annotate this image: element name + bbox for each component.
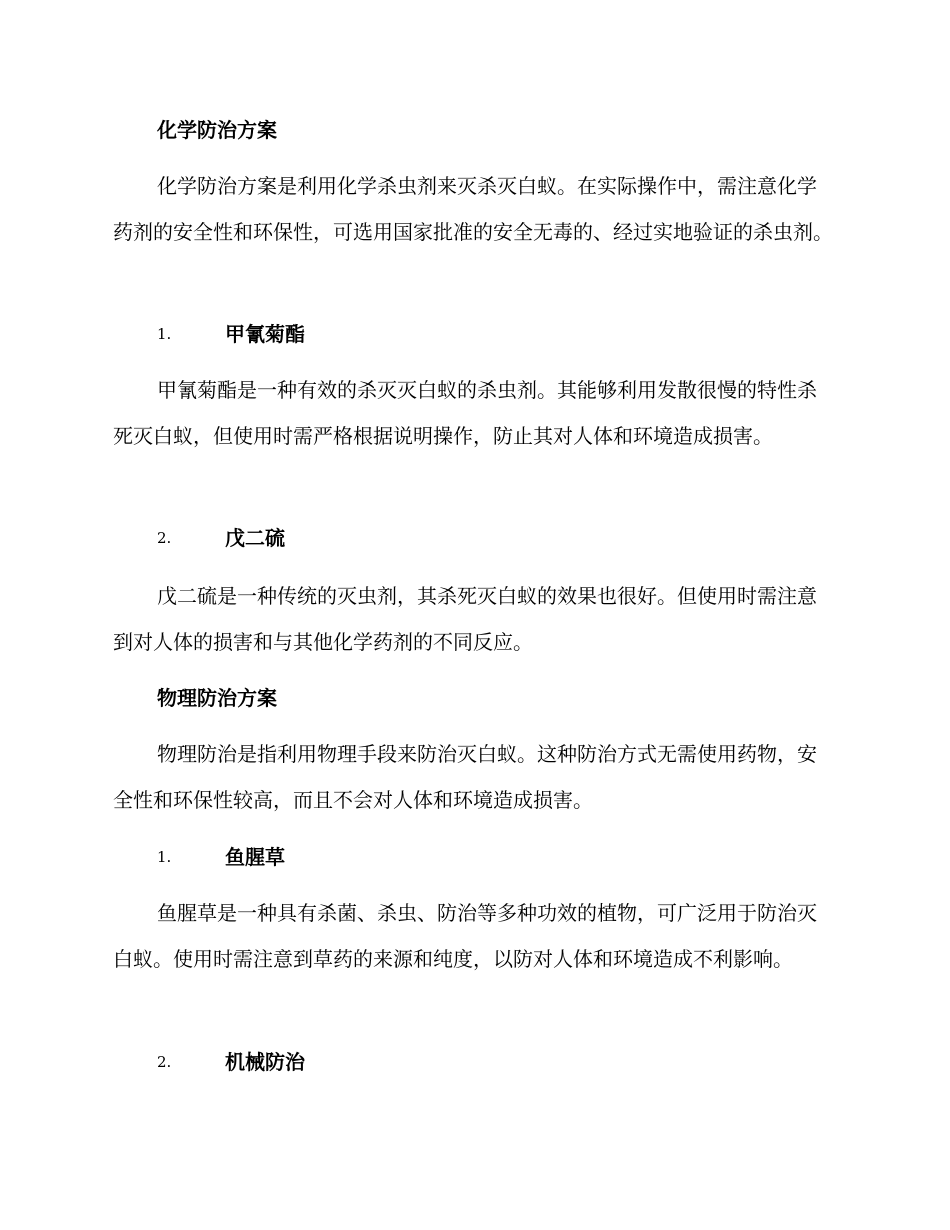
item-paragraph: 戊二硫是一种传统的灭虫剂，其杀死灭白蚁的效果也很好。但使用时需注意到对人体的损害和与其他化学药剂的不同反应。 bbox=[113, 584, 817, 654]
section-intro-paragraph: 物理防治是指利用物理手段来防治灭白蚁。这种防治方式无需使用药物，安全性和环保性较高，而且不会对人体和环境造成损害。 bbox=[113, 742, 817, 812]
item-title: 甲氰菊酯 bbox=[225, 322, 305, 346]
item-title: 机械防治 bbox=[225, 1050, 305, 1074]
item-title: 鱼腥草 bbox=[225, 845, 285, 869]
item-number: 2. bbox=[157, 529, 172, 547]
section-heading: 物理防治方案 bbox=[157, 686, 277, 710]
item-number: 1. bbox=[157, 325, 172, 343]
item-number: 1. bbox=[157, 848, 172, 866]
item-paragraph: 甲氰菊酯是一种有效的杀灭灭白蚁的杀虫剂。其能够利用发散很慢的特性杀死灭白蚁，但使用时需严格根据说明操作，防止其对人体和环境造成损害。 bbox=[113, 378, 817, 448]
item-paragraph: 鱼腥草是一种具有杀菌、杀虫、防治等多种功效的植物，可广泛用于防治灭白蚁。使用时需注意到草药的来源和纯度，以防对人体和环境造成不利影响。 bbox=[113, 901, 817, 971]
section-intro-paragraph: 化学防治方案是利用化学杀虫剂来灭杀灭白蚁。在实际操作中，需注意化学药剂的安全性和环保性，可选用国家批准的安全无毒的、经过实地验证的杀虫剂。 bbox=[113, 174, 833, 244]
item-title: 戊二硫 bbox=[225, 526, 285, 550]
section-heading: 化学防治方案 bbox=[157, 118, 277, 142]
item-number: 2. bbox=[157, 1053, 172, 1071]
